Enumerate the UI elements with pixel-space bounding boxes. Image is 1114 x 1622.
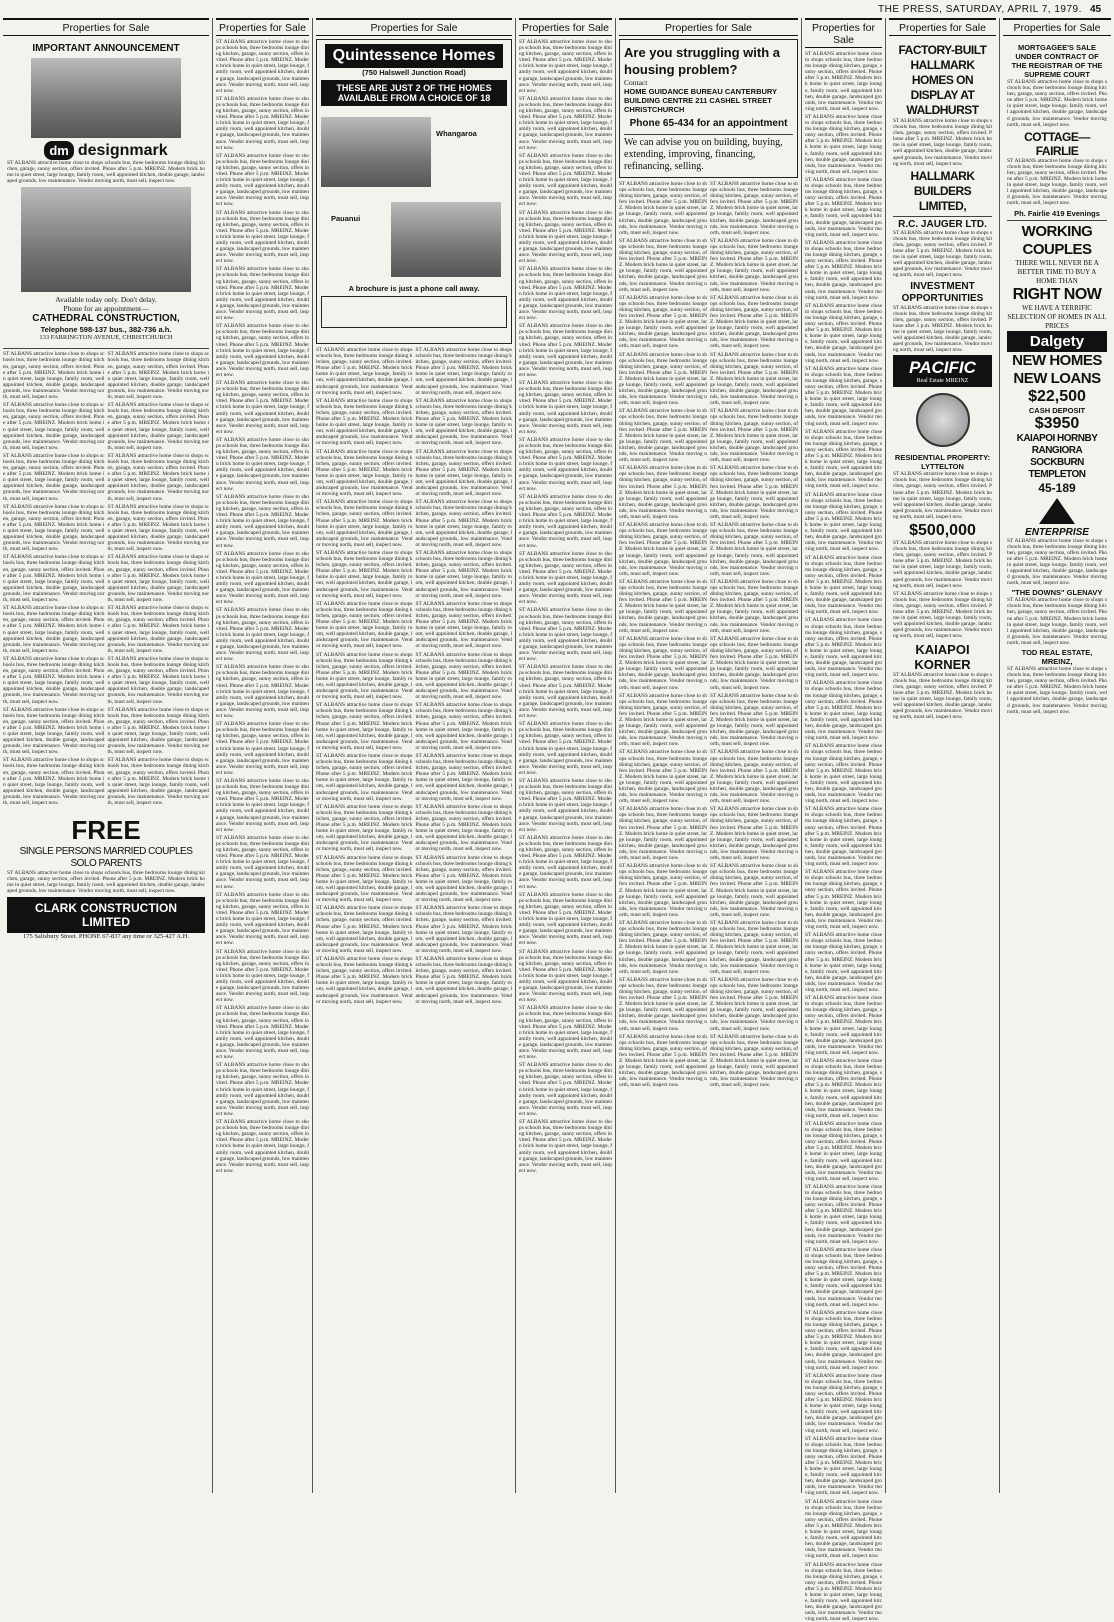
column-1 bbox=[0, 18, 213, 1493]
listing-text: ST ALBANS attractive home close to shops schools bus, three bedrooms lounge dining kitchen, garage, sunny section, offers invited. Phone after 5 p.m. MREINZ. Modern brick home in quiet street, large lounge, family room, well appointed kitchen, double garage, landscaped grounds, low maintenance. Vendor moving north, must sell, inspect now. bbox=[619, 238, 707, 293]
cash-deposit: CASH DEPOSIT bbox=[1007, 406, 1107, 415]
listing-text: ST ALBANS attractive home close to shops schools bus, three bedrooms lounge dining kitchen, garage, sunny section, offers invited. Phone after 5 p.m. MREINZ. Modern brick home in quiet street, large lounge, family room, well appointed kitchen, double garage, landscaped grounds, low maintenance. Vendor moving north, must sell, inspect now. bbox=[710, 465, 798, 520]
listing-text: ST ALBANS attractive home close to shops schools bus, three bedrooms lounge dining kitchen, garage, sunny section, offers invited. Phone after 5 p.m. MREINZ. Modern brick home in quiet street, large lounge, family room, well appointed kitchen, double garage, landscaped grounds, low maintenance. Vendor moving north, must sell, inspect now. bbox=[805, 995, 882, 1056]
listing-text: ST ALBANS attractive home close to shops schools bus, three bedrooms lounge dining kitchen, garage, sunny section, offers invited. Phone after 5 p.m. MREINZ. Modern brick home in quiet street, large lounge, family room, well appointed kitchen, double garage, landscaped grounds, low maintenance. Vendor moving north, must sell, inspect now. bbox=[805, 1121, 882, 1182]
listing-text: ST ALBANS attractive home close to shops schools bus, three bedrooms lounge dining kitchen, garage, sunny section, offers invited. Phone after 5 p.m. MREINZ. Modern brick home in quiet street, large lounge, family room, well appointed kitchen, double garage, landscaped grounds, low maintenance. Vendor moving north, must sell, inspect now. bbox=[216, 210, 309, 265]
clark-logo: CLARK CONSTRUCTION LIMITED bbox=[7, 897, 205, 933]
amount: $500,000 bbox=[893, 522, 992, 540]
listing-text: ST ALBANS attractive home close to shops schools bus, three bedrooms lounge dining kitchen, garage, sunny section, offers invited. Phone after 5 p.m. MREINZ. Modern brick home in quiet street, large lounge, family room, well appointed kitchen, double garage, landscaped grounds, low maintenance. Vendor moving north, must sell, inspect now. bbox=[316, 956, 413, 1005]
cathedral-name: CATHEDRAL CONSTRUCTION, bbox=[7, 313, 205, 325]
listing-text: ST ALBANS attractive home close to shops schools bus, three bedrooms lounge dining kitchen, garage, sunny section, offers invited. Phone after 5 p.m. MREINZ. Modern brick home in quiet street, large lounge, family room, well appointed kitchen, double garage, landscaped grounds, low maintenance. Vendor moving north, must sell, inspect now. bbox=[619, 579, 707, 634]
listing-text: ST ALBANS attractive home close to shops schools bus, three bedrooms lounge dining kitchen, garage, sunny section, offers invited. Phone after 5 p.m. MREINZ. Modern brick home in quiet street, large lounge, family room, well appointed kitchen, double garage, landscaped grounds, low maintenance. Vendor moving north, must sell, inspect now. bbox=[710, 579, 798, 634]
designmark-copy: ST ALBANS attractive home close to shops schools bus, three bedrooms lounge dining kitchen, garage, sunny section, offers invited. Phone after 5 p.m. MREINZ. Modern brick home in quiet street, large lounge, family room, well appointed kitchen, double garage, landscaped grounds, low maintenance. Vendor moving north, must sell, inspect now. bbox=[7, 160, 205, 184]
listing-text: ST ALBANS attractive home close to shops schools bus, three bedrooms lounge dining kitchen, garage, sunny section, offers invited. Phone after 5 p.m. MREINZ. Modern brick home in quiet street, large lounge, family room, well appointed kitchen, double garage, landscaped grounds, low maintenance. Vendor moving north, must sell, inspect now. bbox=[216, 494, 309, 549]
listing-text: ST ALBANS attractive home close to shops schools bus, three bedrooms lounge dining kitchen, garage, sunny section, offers invited. Phone after 5 p.m. MREINZ. Modern brick home in quiet street, large lounge, family room, well appointed kitchen, double garage, landscaped grounds, low maintenance. Vendor moving north, must sell, inspect now. bbox=[216, 949, 309, 1004]
listing-text: ST ALBANS attractive home close to shops schools bus, three bedrooms lounge dining kitchen, garage, sunny section, offers invited. Phone after 5 p.m. MREINZ. Modern brick home in quiet street, large lounge, family room, well appointed kitchen, double garage, landscaped grounds, low maintenance. Vendor moving north, must sell, inspect now. bbox=[216, 1005, 309, 1060]
column-5 bbox=[616, 18, 802, 1493]
listing-text: ST ALBANS attractive home close to shops schools bus, three bedrooms lounge dining kitchen, garage, sunny section, offers invited. Phone after 5 p.m. MREINZ. Modern brick home in quiet street, large lounge, family room, well appointed kitchen, double garage, landscaped grounds, low maintenance. Vendor moving north, must sell, inspect now. bbox=[1007, 597, 1107, 646]
listing-text: ST ALBANS attractive home close to shops schools bus, three bedrooms lounge dining kitchen, garage, sunny section, offers invited. Phone after 5 p.m. MREINZ. Modern brick home in quiet street, large lounge, family room, well appointed kitchen, double garage, landscaped grounds, low maintenance. Vendor moving north, must sell, inspect now. bbox=[805, 492, 882, 553]
whangaroa-label: Whangaroa bbox=[436, 129, 477, 138]
listing-text: ST ALBANS attractive home close to shops schools bus, three bedrooms lounge dining kitchen, garage, sunny section, offers invited. Phone after 5 p.m. MREINZ. Modern brick home in quiet street, large lounge, family room, well appointed kitchen, double garage, landscaped grounds, low maintenance. Vendor moving north, must sell, inspect now. bbox=[416, 956, 513, 1005]
free-title: FREE bbox=[7, 815, 205, 846]
listing-text: ST ALBANS attractive home close to shops schools bus, three bedrooms lounge dining kitchen, garage, sunny section, offers invited. Phone after 5 p.m. MREINZ. Modern brick home in quiet street, large lounge, family room, well appointed kitchen, double garage, landscaped grounds, low maintenance. Vendor moving north, must sell, inspect now. bbox=[416, 855, 513, 904]
listing-text: ST ALBANS attractive home close to shops schools bus, three bedrooms lounge dining kitchen, garage, sunny section, offers invited. Phone after 5 p.m. MREINZ. Modern brick home in quiet street, large lounge, family room, well appointed kitchen, double garage, landscaped grounds, low maintenance. Vendor moving north, must sell, inspect now. bbox=[710, 636, 798, 691]
rc-copy: ST ALBANS attractive home close to shops schools bus, three bedrooms lounge dining kitchen, garage, sunny section, offers invited. Phone after 5 p.m. MREINZ. Modern brick home in quiet street, large lounge, family room, well appointed kitchen, double garage, landscaped grounds, low maintenance. Vendor moving north, must sell, inspect now. bbox=[893, 230, 992, 279]
listing-text: ST ALBANS attractive home close to shops schools bus, three bedrooms lounge dining kitchen, garage, sunny section, offers invited. Phone after 5 p.m. MREINZ. Modern brick home in quiet street, large lounge, family room, well appointed kitchen, double garage, landscaped grounds, low maintenance. Vendor moving north, must sell, inspect now. bbox=[710, 806, 798, 861]
cottage-title: COTTAGE— FAIRLIE bbox=[1007, 130, 1107, 158]
listing-text: ST ALBANS attractive home close to shops schools bus, three bedrooms lounge dining kitchen, garage, sunny section, offers invited. Phone after 5 p.m. MREINZ. Modern brick home in quiet street, large lounge, family room, well appointed kitchen, double garage, landscaped grounds, low maintenance. Vendor moving north, must sell, inspect now. bbox=[3, 757, 105, 806]
listing-text: ST ALBANS attractive home close to shops schools bus, three bedrooms lounge dining kitchen, garage, sunny section, offers invited. Phone after 5 p.m. MREINZ. Modern brick home in quiet street, large lounge, family room, well appointed kitchen, double garage, landscaped grounds, low maintenance. Vendor moving north, must sell, inspect now. bbox=[805, 1247, 882, 1308]
dm-logo-icon: dm bbox=[44, 141, 74, 160]
listing-text: ST ALBANS attractive home close to shops schools bus, three bedrooms lounge dining kitchen, garage, sunny section, offers invited. Phone after 5 p.m. MREINZ. Modern brick home in quiet street, large lounge, family room, well appointed kitchen, double garage, landscaped grounds, low maintenance. Vendor moving north, must sell, inspect now. bbox=[805, 240, 882, 301]
divider bbox=[893, 216, 992, 217]
listing-text: ST ALBANS attractive home close to shops schools bus, three bedrooms lounge dining kitchen, garage, sunny section, offers invited. Phone after 5 p.m. MREINZ. Modern brick home in quiet street, large lounge, family room, well appointed kitchen, double garage, landscaped grounds, low maintenance. Vendor moving north, must sell, inspect now. bbox=[108, 707, 210, 756]
column-7 bbox=[886, 18, 1000, 1493]
residential-title: RESIDENTIAL PROPERTY: LYTTELTON bbox=[893, 453, 992, 471]
listing-text: ST ALBANS attractive home close to shops schools bus, three bedrooms lounge dining kitchen, garage, sunny section, offers invited. Phone after 5 p.m. MREINZ. Modern brick home in quiet street, large lounge, family room, well appointed kitchen, double garage, landscaped grounds, low maintenance. Vendor moving north, must sell, inspect now. bbox=[3, 554, 105, 603]
right-ads bbox=[1003, 39, 1111, 721]
listing-text: ST ALBANS attractive home close to shops schools bus, three bedrooms lounge dining kitchen, garage, sunny section, offers invited. Phone after 5 p.m. MREINZ. Modern brick home in quiet street, large lounge, family room, well appointed kitchen, double garage, landscaped grounds, low maintenance. Vendor moving north, must sell, inspect now. bbox=[710, 749, 798, 804]
important-ad bbox=[3, 39, 209, 345]
divider bbox=[624, 134, 793, 135]
listing-text: ST ALBANS attractive home close to shops schools bus, three bedrooms lounge dining kitchen, garage, sunny section, offers invited. Phone after 5 p.m. MREINZ. Modern brick home in quiet street, large lounge, family room, well appointed kitchen, double garage, landscaped grounds, low maintenance. Vendor moving north, must sell, inspect now. bbox=[108, 605, 210, 654]
column-4 bbox=[516, 18, 616, 1493]
listing-text: ST ALBANS attractive home close to shops schools bus, three bedrooms lounge dining kitchen, garage, sunny section, offers invited. Phone after 5 p.m. MREINZ. Modern brick home in quiet street, large lounge, family room, well appointed kitchen, double garage, landscaped grounds, low maintenance. Vendor moving north, must sell, inspect now. bbox=[619, 863, 707, 918]
listing-text: ST ALBANS attractive home close to shops schools bus, three bedrooms lounge dining kitchen, garage, sunny section, offers invited. Phone after 5 p.m. MREINZ. Modern brick home in quiet street, large lounge, family room, well appointed kitchen, double garage, landscaped grounds, low maintenance. Vendor moving north, must sell, inspect now. bbox=[805, 869, 882, 930]
enterprise-copy: ST ALBANS attractive home close to shops schools bus, three bedrooms lounge dining kitchen, garage, sunny section, offers invited. Phone after 5 p.m. MREINZ. Modern brick home in quiet street, large lounge, family room, well appointed kitchen, double garage, landscaped grounds, low maintenance. Vendor moving north, must sell, inspect now. bbox=[1007, 538, 1107, 587]
listing-text: ST ALBANS attractive home close to shops schools bus, three bedrooms lounge dining kitchen, garage, sunny section, offers invited. Phone after 5 p.m. MREINZ. Modern brick home in quiet street, large lounge, family room, well appointed kitchen, double garage, landscaped grounds, low maintenance. Vendor moving north, must sell, inspect now. bbox=[805, 1562, 882, 1622]
rc-jauger-logo: R.C. JAUGER LTD. bbox=[893, 219, 992, 230]
listing-text: ST ALBANS attractive home close to shops schools bus, three bedrooms lounge dining kitchen, garage, sunny section, offers invited. Phone after 5 p.m. MREINZ. Modern brick home in quiet street, large lounge, family room, well appointed kitchen, double garage, landscaped grounds, low maintenance. Vendor moving north, must sell, inspect now. bbox=[108, 656, 210, 705]
listing-text: ST ALBANS attractive home close to shops schools bus, three bedrooms lounge dining kitchen, garage, sunny section, offers invited. Phone after 5 p.m. MREINZ. Modern brick home in quiet street, large lounge, family room, well appointed kitchen, double garage, landscaped grounds, low maintenance. Vendor moving north, must sell, inspect now. bbox=[416, 601, 513, 650]
column-3 bbox=[313, 18, 516, 1493]
listing-text: ST ALBANS attractive home close to shops schools bus, three bedrooms lounge dining kitchen, garage, sunny section, offers invited. Phone after 5 p.m. MREINZ. Modern brick home in quiet street, large lounge, family room, well appointed kitchen, double garage, landscaped grounds, low maintenance. Vendor moving north, must sell, inspect now. bbox=[216, 153, 309, 208]
listing-text: ST ALBANS attractive home close to shops schools bus, three bedrooms lounge dining kitchen, garage, sunny section, offers invited. Phone after 5 p.m. MREINZ. Modern brick home in quiet street, large lounge, family room, well appointed kitchen, double garage, landscaped grounds, low maintenance. Vendor moving north, must sell, inspect now. bbox=[216, 96, 309, 151]
listing-text: ST ALBANS attractive home close to shops schools bus, three bedrooms lounge dining kitchen, garage, sunny section, offers invited. Phone after 5 p.m. MREINZ. Modern brick home in quiet street, large lounge, family room, well appointed kitchen, double garage, landscaped grounds, low maintenance. Vendor moving north, must sell, inspect now. bbox=[805, 177, 882, 238]
listing-text: ST ALBANS attractive home close to shops schools bus, three bedrooms lounge dining kitchen, garage, sunny section, offers invited. Phone after 5 p.m. MREINZ. Modern brick home in quiet street, large lounge, family room, well appointed kitchen, double garage, landscaped grounds, low maintenance. Vendor moving north, must sell, inspect now. bbox=[216, 892, 309, 947]
listing-text: ST ALBANS attractive home close to shops schools bus, three bedrooms lounge dining kitchen, garage, sunny section, offers invited. Phone after 5 p.m. MREINZ. Modern brick home in quiet street, large lounge, family room, well appointed kitchen, double garage, landscaped grounds, low maintenance. Vendor moving north, must sell, inspect now. bbox=[619, 920, 707, 975]
listing-text: ST ALBANS attractive home close to shops schools bus, three bedrooms lounge dining kitchen, garage, sunny section, offers invited. Phone after 5 p.m. MREINZ. Modern brick home in quiet street, large lounge, family room, well appointed kitchen, double garage, landscaped grounds, low maintenance. Vendor moving north, must sell, inspect now. bbox=[619, 806, 707, 861]
cathedral-phone: Telephone 598-137 bus., 382-736 a.h. bbox=[7, 325, 205, 334]
listing-text: ST ALBANS attractive home close to shops schools bus, three bedrooms lounge dining kitchen, garage, sunny section, offers invited. Phone after 5 p.m. MREINZ. Modern brick home in quiet street, large lounge, family room, well appointed kitchen, double garage, landscaped grounds, low maintenance. Vendor moving north, must sell, inspect now. bbox=[805, 806, 882, 867]
listing-text: ST ALBANS attractive home close to shops schools bus, three bedrooms lounge dining kitchen, garage, sunny section, offers invited. Phone after 5 p.m. MREINZ. Modern brick home in quiet street, large lounge, family room, well appointed kitchen, double garage, landscaped grounds, low maintenance. Vendor moving north, must sell, inspect now. bbox=[3, 402, 105, 451]
listing-text: ST ALBANS attractive home close to shops schools bus, three bedrooms lounge dining kitchen, garage, sunny section, offers invited. Phone after 5 p.m. MREINZ. Modern brick home in quiet street, large lounge, family room, well appointed kitchen, double garage, landscaped grounds, low maintenance. Vendor moving north, must sell, inspect now. bbox=[316, 398, 413, 447]
free-ad bbox=[3, 811, 209, 943]
phone-45189: 45-189 bbox=[1007, 481, 1107, 495]
column-heading: Properties for Sale bbox=[805, 18, 882, 48]
listing-text: ST ALBANS attractive home close to shops schools bus, three bedrooms lounge dining kitchen, garage, sunny section, offers invited. Phone after 5 p.m. MREINZ. Modern brick home in quiet street, large lounge, family room, well appointed kitchen, double garage, landscaped grounds, low maintenance. Vendor moving north, must sell, inspect now. bbox=[893, 591, 992, 640]
listing-text: ST ALBANS attractive home close to shops schools bus, three bedrooms lounge dining kitchen, garage, sunny section, offers invited. Phone after 5 p.m. MREINZ. Modern brick home in quiet street, large lounge, family room, well appointed kitchen, double garage, landscaped grounds, low maintenance. Vendor moving north, must sell, inspect now. bbox=[216, 721, 309, 776]
listing-text: ST ALBANS attractive home close to shops schools bus, three bedrooms lounge dining kitchen, garage, sunny section, offers invited. Phone after 5 p.m. MREINZ. Modern brick home in quiet street, large lounge, family room, well appointed kitchen, double garage, landscaped grounds, low maintenance. Vendor moving north, must sell, inspect now. bbox=[3, 707, 105, 756]
working-couples: WORKING COUPLES bbox=[1007, 223, 1107, 259]
listing-text: ST ALBANS attractive home close to shops schools bus, three bedrooms lounge dining kitchen, garage, sunny section, offers invited. Phone after 5 p.m. MREINZ. Modern brick home in quiet street, large lounge, family room, well appointed kitchen, double garage, landscaped grounds, low maintenance. Vendor moving north, must sell, inspect now. bbox=[805, 429, 882, 490]
listing-text: ST ALBANS attractive home close to shops schools bus, three bedrooms lounge dining kitchen, garage, sunny section, offers invited. Phone after 5 p.m. MREINZ. Modern brick home in quiet street, large lounge, family room, well appointed kitchen, double garage, landscaped grounds, low maintenance. Vendor moving north, must sell, inspect now. bbox=[805, 932, 882, 993]
listing-text: ST ALBANS attractive home close to shops schools bus, three bedrooms lounge dining kitchen, garage, sunny section, offers invited. Phone after 5 p.m. MREINZ. Modern brick home in quiet street, large lounge, family room, well appointed kitchen, double garage, landscaped grounds, low maintenance. Vendor moving north, must sell, inspect now. bbox=[805, 1058, 882, 1119]
listing-text: ST ALBANS attractive home close to shops schools bus, three bedrooms lounge dining kitchen, garage, sunny section, offers invited. Phone after 5 p.m. MREINZ. Modern brick home in quiet street, large lounge, family room, well appointed kitchen, double garage, landscaped grounds, low maintenance. Vendor moving north, must sell, inspect now. bbox=[519, 153, 612, 208]
listing-text: ST ALBANS attractive home close to shops schools bus, three bedrooms lounge dining kitchen, garage, sunny section, offers invited. Phone after 5 p.m. MREINZ. Modern brick home in quiet street, large lounge, family room, well appointed kitchen, double garage, landscaped grounds, low maintenance. Vendor moving north, must sell, inspect now. bbox=[216, 607, 309, 662]
listing-text: ST ALBANS attractive home close to shops schools bus, three bedrooms lounge dining kitchen, garage, sunny section, offers invited. Phone after 5 p.m. MREINZ. Modern brick home in quiet street, large lounge, family room, well appointed kitchen, double garage, landscaped grounds, low maintenance. Vendor moving north, must sell, inspect now. bbox=[805, 743, 882, 804]
listing-text: ST ALBANS attractive home close to shops schools bus, three bedrooms lounge dining kitchen, garage, sunny section, offers invited. Phone after 5 p.m. MREINZ. Modern brick home in quiet street, large lounge, family room, well appointed kitchen, double garage, landscaped grounds, low maintenance. Vendor moving north, must sell, inspect now. bbox=[519, 607, 612, 662]
right-now: RIGHT NOW bbox=[1007, 286, 1107, 304]
listing-text: ST ALBANS attractive home close to shops schools bus, three bedrooms lounge dining kitchen, garage, sunny section, offers invited. Phone after 5 p.m. MREINZ. Modern brick home in quiet street, large lounge, family room, well appointed kitchen, double garage, landscaped grounds, low maintenance. Vendor moving north, must sell, inspect now. bbox=[619, 693, 707, 748]
hallmark-builders: HALLMARK BUILDERS LIMITED, bbox=[893, 169, 992, 214]
listing-text: ST ALBANS attractive home close to shops schools bus, three bedrooms lounge dining kitchen, garage, sunny section, offers invited. Phone after 5 p.m. MREINZ. Modern brick home in quiet street, large lounge, family room, well appointed kitchen, double garage, landscaped grounds, low maintenance. Vendor moving north, must sell, inspect now. bbox=[805, 366, 882, 427]
listing-text: ST ALBANS attractive home close to shops schools bus, three bedrooms lounge dining kitchen, garage, sunny section, offers invited. Phone after 5 p.m. MREINZ. Modern brick home in quiet street, large lounge, family room, well appointed kitchen, double garage, landscaped grounds, low maintenance. Vendor moving north, must sell, inspect now. bbox=[519, 39, 612, 94]
cathedral-address: 133 FARRINGTON AVENUE, CHRISTCHURCH bbox=[7, 334, 205, 341]
listing-text: ST ALBANS attractive home close to shops schools bus, three bedrooms lounge dining kitchen, garage, sunny section, offers invited. Phone after 5 p.m. MREINZ. Modern brick home in quiet street, large lounge, family room, well appointed kitchen, double garage, landscaped grounds, low maintenance. Vendor moving north, must sell, inspect now. bbox=[416, 804, 513, 853]
listing-text: ST ALBANS attractive home close to shops schools bus, three bedrooms lounge dining kitchen, garage, sunny section, offers invited. Phone after 5 p.m. MREINZ. Modern brick home in quiet street, large lounge, family room, well appointed kitchen, double garage, landscaped grounds, low maintenance. Vendor moving north, must sell, inspect now. bbox=[805, 617, 882, 678]
listing-text: ST ALBANS attractive home close to shops schools bus, three bedrooms lounge dining kitchen, garage, sunny section, offers invited. Phone after 5 p.m. MREINZ. Modern brick home in quiet street, large lounge, family room, well appointed kitchen, double garage, landscaped grounds, low maintenance. Vendor moving north, must sell, inspect now. bbox=[805, 303, 882, 364]
column-heading: Properties for Sale bbox=[889, 18, 996, 36]
listing-text: ST ALBANS attractive home close to shops schools bus, three bedrooms lounge dining kitchen, garage, sunny section, offers invited. Phone after 5 p.m. MREINZ. Modern brick home in quiet street, large lounge, family room, well appointed kitchen, double garage, landscaped grounds, low maintenance. Vendor moving north, must sell, inspect now. bbox=[519, 664, 612, 719]
listing-text: ST ALBANS attractive home close to shops schools bus, three bedrooms lounge dining kitchen, garage, sunny section, offers invited. Phone after 5 p.m. MREINZ. Modern brick home in quiet street, large lounge, family room, well appointed kitchen, double garage, landscaped grounds, low maintenance. Vendor moving north, must sell, inspect now. bbox=[316, 905, 413, 954]
listing-text: ST ALBANS attractive home close to shops schools bus, three bedrooms lounge dining kitchen, garage, sunny section, offers invited. Phone after 5 p.m. MREINZ. Modern brick home in quiet street, large lounge, family room, well appointed kitchen, double garage, landscaped grounds, low maintenance. Vendor moving north, must sell, inspect now. bbox=[108, 757, 210, 806]
mortgagee-copy: ST ALBANS attractive home close to shops schools bus, three bedrooms lounge dining kitchen, garage, sunny section, offers invited. Phone after 5 p.m. MREINZ. Modern brick home in quiet street, large lounge, family room, well appointed kitchen, double garage, landscaped grounds, low maintenance. Vendor moving north, must sell, inspect now. bbox=[1007, 79, 1107, 128]
listing-text: ST ALBANS attractive home close to shops schools bus, three bedrooms lounge dining kitchen, garage, sunny section, offers invited. Phone after 5 p.m. MREINZ. Modern brick home in quiet street, large lounge, family room, well appointed kitchen, double garage, landscaped grounds, low maintenance. Vendor moving north, must sell, inspect now. bbox=[216, 1119, 309, 1174]
quintessence-ad bbox=[316, 39, 512, 344]
masthead bbox=[0, 0, 1114, 16]
listing-text: ST ALBANS attractive home close to shops schools bus, three bedrooms lounge dining kitchen, garage, sunny section, offers invited. Phone after 5 p.m. MREINZ. Modern brick home in quiet street, large lounge, family room, well appointed kitchen, double garage, landscaped grounds, low maintenance. Vendor moving north, must sell, inspect now. bbox=[519, 437, 612, 492]
listing-text: ST ALBANS attractive home close to shops schools bus, three bedrooms lounge dining kitchen, garage, sunny section, offers invited. Phone after 5 p.m. MREINZ. Modern brick home in quiet street, large lounge, family room, well appointed kitchen, double garage, landscaped grounds, low maintenance. Vendor moving north, must sell, inspect now. bbox=[519, 778, 612, 833]
listing-text: ST ALBANS attractive home close to shops schools bus, three bedrooms lounge dining kitchen, garage, sunny section, offers invited. Phone after 5 p.m. MREINZ. Modern brick home in quiet street, large lounge, family room, well appointed kitchen, double garage, landscaped grounds, low maintenance. Vendor moving north, must sell, inspect now. bbox=[710, 522, 798, 577]
investment-copy: ST ALBANS attractive home close to shops schools bus, three bedrooms lounge dining kitchen, garage, sunny section, offers invited. Phone after 5 p.m. MREINZ. Modern brick home in quiet street, large lounge, family room, well appointed kitchen, double garage, landscaped grounds, low maintenance. Vendor moving north, must sell, inspect now. bbox=[893, 305, 992, 354]
listing-text: ST ALBANS attractive home close to shops schools bus, three bedrooms lounge dining kitchen, garage, sunny section, offers invited. Phone after 5 p.m. MREINZ. Modern brick home in quiet street, large lounge, family room, well appointed kitchen, double garage, landscaped grounds, low maintenance. Vendor moving north, must sell, inspect now. bbox=[519, 494, 612, 549]
listing-text: ST ALBANS attractive home close to shops schools bus, three bedrooms lounge dining kitchen, garage, sunny section, offers invited. Phone after 5 p.m. MREINZ. Modern brick home in quiet street, large lounge, family room, well appointed kitchen, double garage, landscaped grounds, low maintenance. Vendor moving north, must sell, inspect now. bbox=[893, 540, 992, 589]
listing-text: ST ALBANS attractive home close to shops schools bus, three bedrooms lounge dining kitchen, garage, sunny section, offers invited. Phone after 5 p.m. MREINZ. Modern brick home in quiet street, large lounge, family room, well appointed kitchen, double garage, landscaped grounds, low maintenance. Vendor moving north, must sell, inspect now. bbox=[619, 181, 707, 236]
listing-text: ST ALBANS attractive home close to shops schools bus, three bedrooms lounge dining kitchen, garage, sunny section, offers invited. Phone after 5 p.m. MREINZ. Modern brick home in quiet street, large lounge, family room, well appointed kitchen, double garage, landscaped grounds, low maintenance. Vendor moving north, must sell, inspect now. bbox=[519, 266, 612, 321]
free-copy: ST ALBANS attractive home close to shops schools bus, three bedrooms lounge dining kitchen, garage, sunny section, offers invited. Phone after 5 p.m. MREINZ. Modern brick home in quiet street, large lounge, family room, well appointed kitchen, double garage, landscaped grounds, low maintenance. Vendor moving north, must sell, inspect now. bbox=[7, 870, 205, 894]
better-time: THERE WILL NEVER BE A BETTER TIME TO BUY A HOME THAN bbox=[1007, 259, 1107, 286]
coupon-form[interactable] bbox=[321, 296, 507, 328]
listing-text: ST ALBANS attractive home close to shops schools bus, three bedrooms lounge dining kitchen, garage, sunny section, offers invited. Phone after 5 p.m. MREINZ. Modern brick home in quiet street, large lounge, family room, well appointed kitchen, double garage, landscaped grounds, low maintenance. Vendor moving north, must sell, inspect now. bbox=[710, 352, 798, 407]
listing-text: ST ALBANS attractive home close to shops schools bus, three bedrooms lounge dining kitchen, garage, sunny section, offers invited. Phone after 5 p.m. MREINZ. Modern brick home in quiet street, large lounge, family room, well appointed kitchen, double garage, landscaped grounds, low maintenance. Vendor moving north, must sell, inspect now. bbox=[316, 855, 413, 904]
column-6 bbox=[802, 18, 886, 1493]
masthead-date: THE PRESS, SATURDAY, APRIL 7, 1979. bbox=[878, 4, 1082, 15]
deposit-amount: $3950 bbox=[1007, 415, 1107, 433]
listing-text: ST ALBANS attractive home close to shops schools bus, three bedrooms lounge dining kitchen, garage, sunny section, offers invited. Phone after 5 p.m. MREINZ. Modern brick home in quiet street, large lounge, family room, well appointed kitchen, double garage, landscaped grounds, low maintenance. Vendor moving north, must sell, inspect now. bbox=[416, 702, 513, 751]
listing-text: ST ALBANS attractive home close to shops schools bus, three bedrooms lounge dining kitchen, garage, sunny section, offers invited. Phone after 5 p.m. MREINZ. Modern brick home in quiet street, large lounge, family room, well appointed kitchen, double garage, landscaped grounds, low maintenance. Vendor moving north, must sell, inspect now. bbox=[619, 636, 707, 691]
listing-text: ST ALBANS attractive home close to shops schools bus, three bedrooms lounge dining kitchen, garage, sunny section, offers invited. Phone after 5 p.m. MREINZ. Modern brick home in quiet street, large lounge, family room, well appointed kitchen, double garage, landscaped grounds, low maintenance. Vendor moving north, must sell, inspect now. bbox=[216, 437, 309, 492]
listing-text: ST ALBANS attractive home close to shops schools bus, three bedrooms lounge dining kitchen, garage, sunny section, offers invited. Phone after 5 p.m. MREINZ. Modern brick home in quiet street, large lounge, family room, well appointed kitchen, double garage, landscaped grounds, low maintenance. Vendor moving north, must sell, inspect now. bbox=[710, 238, 798, 293]
listing-text: ST ALBANS attractive home close to shops schools bus, three bedrooms lounge dining kitchen, garage, sunny section, offers invited. Phone after 5 p.m. MREINZ. Modern brick home in quiet street, large lounge, family room, well appointed kitchen, double garage, landscaped grounds, low maintenance. Vendor moving north, must sell, inspect now. bbox=[316, 702, 413, 751]
house-photo bbox=[31, 58, 181, 138]
listing-text: ST ALBANS attractive home close to shops schools bus, three bedrooms lounge dining kitchen, garage, sunny section, offers invited. Phone after 5 p.m. MREINZ. Modern brick home in quiet street, large lounge, family room, well appointed kitchen, double garage, landscaped grounds, low maintenance. Vendor moving north, must sell, inspect now. bbox=[216, 1062, 309, 1117]
listing-text: ST ALBANS attractive home close to shops schools bus, three bedrooms lounge dining kitchen, garage, sunny section, offers invited. Phone after 5 p.m. MREINZ. Modern brick home in quiet street, large lounge, family room, well appointed kitchen, double garage, landscaped grounds, low maintenance. Vendor moving north, must sell, inspect now. bbox=[805, 1373, 882, 1434]
advise-text: We can advise you on building, buying, extending, improving, financing, refinancing, selling. bbox=[624, 137, 793, 173]
column-heading: Properties for Sale bbox=[619, 18, 798, 36]
listing-text: ST ALBANS attractive home close to shops schools bus, three bedrooms lounge dining kitchen, garage, sunny section, offers invited. Phone after 5 p.m. MREINZ. Modern brick home in quiet street, large lounge, family room, well appointed kitchen, double garage, landscaped grounds, low maintenance. Vendor moving north, must sell, inspect now. bbox=[3, 656, 105, 705]
listing-text: ST ALBANS attractive home close to shops schools bus, three bedrooms lounge dining kitchen, garage, sunny section, offers invited. Phone after 5 p.m. MREINZ. Modern brick home in quiet street, large lounge, family room, well appointed kitchen, double garage, landscaped grounds, low maintenance. Vendor moving north, must sell, inspect now. bbox=[805, 1499, 882, 1560]
listing-text: ST ALBANS attractive home close to shops schools bus, three bedrooms lounge dining kitchen, garage, sunny section, offers invited. Phone after 5 p.m. MREINZ. Modern brick home in quiet street, large lounge, family room, well appointed kitchen, double garage, landscaped grounds, low maintenance. Vendor moving north, must sell, inspect now. bbox=[316, 601, 413, 650]
listing-text: ST ALBANS attractive home close to shops schools bus, three bedrooms lounge dining kitchen, garage, sunny section, offers invited. Phone after 5 p.m. MREINZ. Modern brick home in quiet street, large lounge, family room, well appointed kitchen, double garage, landscaped grounds, low maintenance. Vendor moving north, must sell, inspect now. bbox=[216, 323, 309, 378]
guidance-bureau: HOME GUIDANCE BUREAU CANTERBURY BUILDING CENTRE 211 CASHEL STREET CHRISTCHURCH bbox=[624, 87, 793, 114]
listing-text: ST ALBANS attractive home close to shops schools bus, three bedrooms lounge dining kitchen, garage, sunny section, offers invited. Phone after 5 p.m. MREINZ. Modern brick home in quiet street, large lounge, family room, well appointed kitchen, double garage, landscaped grounds, low maintenance. Vendor moving north, must sell, inspect now. bbox=[710, 863, 798, 918]
listing-text: ST ALBANS attractive home close to shops schools bus, three bedrooms lounge dining kitchen, garage, sunny section, offers invited. Phone after 5 p.m. MREINZ. Modern brick home in quiet street, large lounge, family room, well appointed kitchen, double garage, landscaped grounds, low maintenance. Vendor moving north, must sell, inspect now. bbox=[416, 905, 513, 954]
listing-text: ST ALBANS attractive home close to shops schools bus, three bedrooms lounge dining kitchen, garage, sunny section, offers invited. Phone after 5 p.m. MREINZ. Modern brick home in quiet street, large lounge, family room, well appointed kitchen, double garage, landscaped grounds, low maintenance. Vendor moving north, must sell, inspect now. bbox=[108, 554, 210, 603]
column-heading: Properties for Sale bbox=[3, 18, 209, 36]
listing-text: ST ALBANS attractive home close to shops schools bus, three bedrooms lounge dining kitchen, garage, sunny section, offers invited. Phone after 5 p.m. MREINZ. Modern brick home in quiet street, large lounge, family room, well appointed kitchen, double garage, landscaped grounds, low maintenance. Vendor moving north, must sell, inspect now. bbox=[805, 555, 882, 616]
listing-text: ST ALBANS attractive home close to shops schools bus, three bedrooms lounge dining kitchen, garage, sunny section, offers invited. Phone after 5 p.m. MREINZ. Modern brick home in quiet street, large lounge, family room, well appointed kitchen, double garage, landscaped grounds, low maintenance. Vendor moving north, must sell, inspect now. bbox=[805, 1310, 882, 1371]
pacific-name: PACIFIC bbox=[896, 358, 989, 378]
listing-text: ST ALBANS attractive home close to shops schools bus, three bedrooms lounge dining kitchen, garage, sunny section, offers invited. Phone after 5 p.m. MREINZ. Modern brick home in quiet street, large lounge, family room, well appointed kitchen, double garage, landscaped grounds, low maintenance. Vendor moving north, must sell, inspect now. bbox=[216, 835, 309, 890]
listing-text: ST ALBANS attractive home close to shops schools bus, three bedrooms lounge dining kitchen, garage, sunny section, offers invited. Phone after 5 p.m. MREINZ. Modern brick home in quiet street, large lounge, family room, well appointed kitchen, double garage, landscaped grounds, low maintenance. Vendor moving north, must sell, inspect now. bbox=[805, 114, 882, 175]
listing-text: ST ALBANS attractive home close to shops schools bus, three bedrooms lounge dining kitchen, garage, sunny section, offers invited. Phone after 5 p.m. MREINZ. Modern brick home in quiet street, large lounge, family room, well appointed kitchen, double garage, landscaped grounds, low maintenance. Vendor moving north, must sell, inspect now. bbox=[1007, 666, 1107, 715]
listing-text: ST ALBANS attractive home close to shops schools bus, three bedrooms lounge dining kitchen, garage, sunny section, offers invited. Phone after 5 p.m. MREINZ. Modern brick home in quiet street, large lounge, family room, well appointed kitchen, double garage, landscaped grounds, low maintenance. Vendor moving north, must sell, inspect now. bbox=[316, 550, 413, 599]
divider bbox=[1007, 220, 1107, 221]
listing-text: ST ALBANS attractive home close to shops schools bus, three bedrooms lounge dining kitchen, garage, sunny section, offers invited. Phone after 5 p.m. MREINZ. Modern brick home in quiet street, large lounge, family room, well appointed kitchen, double garage, landscaped grounds, low maintenance. Vendor moving north, must sell, inspect now. bbox=[316, 753, 413, 802]
listing-text: ST ALBANS attractive home close to shops schools bus, three bedrooms lounge dining kitchen, garage, sunny section, offers invited. Phone after 5 p.m. MREINZ. Modern brick home in quiet street, large lounge, family room, well appointed kitchen, double garage, landscaped grounds, low maintenance. Vendor moving north, must sell, inspect now. bbox=[619, 1034, 707, 1089]
listing-text: ST ALBANS attractive home close to shops schools bus, three bedrooms lounge dining kitchen, garage, sunny section, offers invited. Phone after 5 p.m. MREINZ. Modern brick home in quiet street, large lounge, family room, well appointed kitchen, double garage, landscaped grounds, low maintenance. Vendor moving north, must sell, inspect now. bbox=[619, 465, 707, 520]
listing-text: ST ALBANS attractive home close to shops schools bus, three bedrooms lounge dining kitchen, garage, sunny section, offers invited. Phone after 5 p.m. MREINZ. Modern brick home in quiet street, large lounge, family room, well appointed kitchen, double garage, landscaped grounds, low maintenance. Vendor moving north, must sell, inspect now. bbox=[519, 96, 612, 151]
listing-text: ST ALBANS attractive home close to shops schools bus, three bedrooms lounge dining kitchen, garage, sunny section, offers invited. Phone after 5 p.m. MREINZ. Modern brick home in quiet street, large lounge, family room, well appointed kitchen, double garage, landscaped grounds, low maintenance. Vendor moving north, must sell, inspect now. bbox=[416, 550, 513, 599]
listing-text: ST ALBANS attractive home close to shops schools bus, three bedrooms lounge dining kitchen, garage, sunny section, offers invited. Phone after 5 p.m. MREINZ. Modern brick home in quiet street, large lounge, family room, well appointed kitchen, double garage, landscaped grounds, low maintenance. Vendor moving north, must sell, inspect now. bbox=[416, 398, 513, 447]
listing-text: ST ALBANS attractive home close to shops schools bus, three bedrooms lounge dining kitchen, garage, sunny section, offers invited. Phone after 5 p.m. MREINZ. Modern brick home in quiet street, large lounge, family room, well appointed kitchen, double garage, landscaped grounds, low maintenance. Vendor moving north, must sell, inspect now. bbox=[619, 977, 707, 1032]
listing-text: ST ALBANS attractive home close to shops schools bus, three bedrooms lounge dining kitchen, garage, sunny section, offers invited. Phone after 5 p.m. MREINZ. Modern brick home in quiet street, large lounge, family room, well appointed kitchen, double garage, landscaped grounds, low maintenance. Vendor moving north, must sell, inspect now. bbox=[108, 504, 210, 553]
listing-text: ST ALBANS attractive home close to shops schools bus, three bedrooms lounge dining kitchen, garage, sunny section, offers invited. Phone after 5 p.m. MREINZ. Modern brick home in quiet street, large lounge, family room, well appointed kitchen, double garage, landscaped grounds, low maintenance. Vendor moving north, must sell, inspect now. bbox=[710, 920, 798, 975]
hallmark-copy: ST ALBANS attractive home close to shops schools bus, three bedrooms lounge dining kitchen, garage, sunny section, offers invited. Phone after 5 p.m. MREINZ. Modern brick home in quiet street, large lounge, family room, well appointed kitchen, double garage, landscaped grounds, low maintenance. Vendor moving north, must sell, inspect now. bbox=[893, 118, 992, 167]
brochure-text: A brochure is just a phone call away. bbox=[321, 284, 507, 293]
column-heading: Properties for Sale bbox=[316, 18, 512, 36]
designmark-logo: designmark bbox=[78, 142, 168, 160]
listing-text: ST ALBANS attractive home close to shops schools bus, three bedrooms lounge dining kitchen, garage, sunny section, offers invited. Phone after 5 p.m. MREINZ. Modern brick home in quiet street, large lounge, family room, well appointed kitchen, double garage, landscaped grounds, low maintenance. Vendor moving north, must sell, inspect now. bbox=[3, 605, 105, 654]
listing-text: ST ALBANS attractive home close to shops schools bus, three bedrooms lounge dining kitchen, garage, sunny section, offers invited. Phone after 5 p.m. MREINZ. Modern brick home in quiet street, large lounge, family room, well appointed kitchen, double garage, landscaped grounds, low maintenance. Vendor moving north, must sell, inspect now. bbox=[710, 977, 798, 1032]
listing-text: ST ALBANS attractive home close to shops schools bus, three bedrooms lounge dining kitchen, garage, sunny section, offers invited. Phone after 5 p.m. MREINZ. Modern brick home in quiet street, large lounge, family room, well appointed kitchen, double garage, landscaped grounds, low maintenance. Vendor moving north, must sell, inspect now. bbox=[805, 1184, 882, 1245]
residential-copy: ST ALBANS attractive home close to shops schools bus, three bedrooms lounge dining kitchen, garage, sunny section, offers invited. Phone after 5 p.m. MREINZ. Modern brick home in quiet street, large lounge, family room, well appointed kitchen, double garage, landscaped grounds, low maintenance. Vendor moving north, must sell, inspect now. bbox=[893, 471, 992, 520]
listing-text: ST ALBANS attractive home close to shops schools bus, three bedrooms lounge dining kitchen, garage, sunny section, offers invited. Phone after 5 p.m. MREINZ. Modern brick home in quiet street, large lounge, family room, well appointed kitchen, double garage, landscaped grounds, low maintenance. Vendor moving north, must sell, inspect now. bbox=[710, 1034, 798, 1089]
phone-appointment: Phone for an appointment— bbox=[7, 304, 205, 313]
important-title: IMPORTANT ANNOUNCEMENT bbox=[7, 43, 205, 55]
listing-text: ST ALBANS attractive home close to shops schools bus, three bedrooms lounge dining kitchen, garage, sunny section, offers invited. Phone after 5 p.m. MREINZ. Modern brick home in quiet street, large lounge, family room, well appointed kitchen, double garage, landscaped grounds, low maintenance. Vendor moving north, must sell, inspect now. bbox=[3, 453, 105, 502]
crest-icon bbox=[916, 393, 970, 447]
listing-text: ST ALBANS attractive home close to shops schools bus, three bedrooms lounge dining kitchen, garage, sunny section, offers invited. Phone after 5 p.m. MREINZ. Modern brick home in quiet street, large lounge, family room, well appointed kitchen, double garage, landscaped grounds, low maintenance. Vendor moving north, must sell, inspect now. bbox=[3, 504, 105, 553]
pauanui-photo bbox=[391, 202, 501, 277]
available-today: Available today only. Don't delay. bbox=[7, 295, 205, 304]
pacific-sub: Real Estate MREINZ bbox=[896, 378, 989, 384]
listing-text: ST ALBANS attractive home close to shops schools bus, three bedrooms lounge dining kitchen, garage, sunny section, offers invited. Phone after 5 p.m. MREINZ. Modern brick home in quiet street, large lounge, family room, well appointed kitchen, double garage, landscaped grounds, low maintenance. Vendor moving north, must sell, inspect now. bbox=[619, 352, 707, 407]
listing-text: ST ALBANS attractive home close to shops schools bus, three bedrooms lounge dining kitchen, garage, sunny section, offers invited. Phone after 5 p.m. MREINZ. Modern brick home in quiet street, large lounge, family room, well appointed kitchen, double garage, landscaped grounds, low maintenance. Vendor moving north, must sell, inspect now. bbox=[519, 721, 612, 776]
listing-text: ST ALBANS attractive home close to shops schools bus, three bedrooms lounge dining kitchen, garage, sunny section, offers invited. Phone after 5 p.m. MREINZ. Modern brick home in quiet street, large lounge, family room, well appointed kitchen, double garage, landscaped grounds, low maintenance. Vendor moving north, must sell, inspect now. bbox=[619, 749, 707, 804]
listing-text: ST ALBANS attractive home close to shops schools bus, three bedrooms lounge dining kitchen, garage, sunny section, offers invited. Phone after 5 p.m. MREINZ. Modern brick home in quiet street, large lounge, family room, well appointed kitchen, double garage, landscaped grounds, low maintenance. Vendor moving north, must sell, inspect now. bbox=[519, 210, 612, 265]
page-number: 45 bbox=[1090, 4, 1101, 15]
listing-text: ST ALBANS attractive home close to shops schools bus, three bedrooms lounge dining kitchen, garage, sunny section, offers invited. Phone after 5 p.m. MREINZ. Modern brick home in quiet street, large lounge, family room, well appointed kitchen, double garage, landscaped grounds, low maintenance. Vendor moving north, must sell, inspect now. bbox=[216, 778, 309, 833]
housing-problem-ad bbox=[619, 39, 798, 178]
listing-text: ST ALBANS attractive home close to shops schools bus, three bedrooms lounge dining kitchen, garage, sunny section, offers invited. Phone after 5 p.m. MREINZ. Modern brick home in quiet street, large lounge, family room, well appointed kitchen, double garage, landscaped grounds, low maintenance. Vendor moving north, must sell, inspect now. bbox=[316, 652, 413, 701]
enterprise-logo: ENTERPRISE bbox=[1007, 527, 1107, 538]
mortgagee-title: MORTGAGEE'S SALE UNDER CONTRACT OF THE REGISTRAR OF THE SUPREME COURT bbox=[1007, 43, 1107, 79]
solo-title: SINGLE PERSONS MARRIED COUPLES SOLO PARENTS bbox=[7, 846, 205, 870]
column-heading: Properties for Sale bbox=[1003, 18, 1111, 36]
listing-text: ST ALBANS attractive home close to shops schools bus, three bedrooms lounge dining kitchen, garage, sunny section, offers invited. Phone after 5 p.m. MREINZ. Modern brick home in quiet street, large lounge, family room, well appointed kitchen, double garage, landscaped grounds, low maintenance. Vendor moving north, must sell, inspect now. bbox=[416, 449, 513, 498]
column-2 bbox=[213, 18, 313, 1493]
listing-text: ST ALBANS attractive home close to shops schools bus, three bedrooms lounge dining kitchen, garage, sunny section, offers invited. Phone after 5 p.m. MREINZ. Modern brick home in quiet street, large lounge, family room, well appointed kitchen, double garage, landscaped grounds, low maintenance. Vendor moving north, must sell, inspect now. bbox=[216, 551, 309, 606]
listing-text: ST ALBANS attractive home close to shops schools bus, three bedrooms lounge dining kitchen, garage, sunny section, offers invited. Phone after 5 p.m. MREINZ. Modern brick home in quiet street, large lounge, family room, well appointed kitchen, double garage, landscaped grounds, low maintenance. Vendor moving north, must sell, inspect now. bbox=[316, 347, 413, 396]
cottage-copy: ST ALBANS attractive home close to shops schools bus, three bedrooms lounge dining kitchen, garage, sunny section, offers invited. Phone after 5 p.m. MREINZ. Modern brick home in quiet street, large lounge, family room, well appointed kitchen, double garage, landscaped grounds, low maintenance. Vendor moving north, must sell, inspect now. bbox=[1007, 158, 1107, 207]
listing-text: ST ALBANS attractive home close to shops schools bus, three bedrooms lounge dining kitchen, garage, sunny section, offers invited. Phone after 5 p.m. MREINZ. Modern brick home in quiet street, large lounge, family room, well appointed kitchen, double garage, landscaped grounds, low maintenance. Vendor moving north, must sell, inspect now. bbox=[216, 39, 309, 94]
listing-text: ST ALBANS attractive home close to shops schools bus, three bedrooms lounge dining kitchen, garage, sunny section, offers invited. Phone after 5 p.m. MREINZ. Modern brick home in quiet street, large lounge, family room, well appointed kitchen, double garage, landscaped grounds, low maintenance. Vendor moving north, must sell, inspect now. bbox=[416, 753, 513, 802]
struggling-title: Are you struggling with a housing problem? bbox=[624, 44, 793, 78]
listing-text: ST ALBANS attractive home close to shops schools bus, three bedrooms lounge dining kitchen, garage, sunny section, offers invited. Phone after 5 p.m. MREINZ. Modern brick home in quiet street, large lounge, family room, well appointed kitchen, double garage, landscaped grounds, low maintenance. Vendor moving north, must sell, inspect now. bbox=[416, 652, 513, 701]
divider bbox=[3, 348, 209, 349]
listing-text: ST ALBANS attractive home close to shops schools bus, three bedrooms lounge dining kitchen, garage, sunny section, offers invited. Phone after 5 p.m. MREINZ. Modern brick home in quiet street, large lounge, family room, well appointed kitchen, double garage, landscaped grounds, low maintenance. Vendor moving north, must sell, inspect now. bbox=[3, 351, 105, 400]
dalgety-logo: Dalgety bbox=[1007, 331, 1107, 352]
listing-text: ST ALBANS attractive home close to shops schools bus, three bedrooms lounge dining kitchen, garage, sunny section, offers invited. Phone after 5 p.m. MREINZ. Modern brick home in quiet street, large lounge, family room, well appointed kitchen, double garage, landscaped grounds, low maintenance. Vendor moving north, must sell, inspect now. bbox=[805, 680, 882, 741]
listing-text: ST ALBANS attractive home close to shops schools bus, three bedrooms lounge dining kitchen, garage, sunny section, offers invited. Phone after 5 p.m. MREINZ. Modern brick home in quiet street, large lounge, family room, well appointed kitchen, double garage, landscaped grounds, low maintenance. Vendor moving north, must sell, inspect now. bbox=[519, 1005, 612, 1060]
listing-text: ST ALBANS attractive home close to shops schools bus, three bedrooms lounge dining kitchen, garage, sunny section, offers invited. Phone after 5 p.m. MREINZ. Modern brick home in quiet street, large lounge, family room, well appointed kitchen, double garage, landscaped grounds, low maintenance. Vendor moving north, must sell, inspect now. bbox=[805, 51, 882, 112]
listing-text: ST ALBANS attractive home close to shops schools bus, three bedrooms lounge dining kitchen, garage, sunny section, offers invited. Phone after 5 p.m. MREINZ. Modern brick home in quiet street, large lounge, family room, well appointed kitchen, double garage, landscaped grounds, low maintenance. Vendor moving north, must sell, inspect now. bbox=[316, 449, 413, 498]
the-downs: "THE DOWNS" GLENAVY bbox=[1007, 588, 1107, 597]
listing-text: ST ALBANS attractive home close to shops schools bus, three bedrooms lounge dining kitchen, garage, sunny section, offers invited. Phone after 5 p.m. MREINZ. Modern brick home in quiet street, large lounge, family room, well appointed kitchen, double garage, landscaped grounds, low maintenance. Vendor moving north, must sell, inspect now. bbox=[519, 380, 612, 435]
column-heading: Properties for Sale bbox=[216, 18, 309, 36]
kaiapoi-korner: KAIAPOI KORNER bbox=[893, 642, 992, 672]
listing-text: ST ALBANS attractive home close to shops schools bus, three bedrooms lounge dining kitchen, garage, sunny section, offers invited. Phone after 5 p.m. MREINZ. Modern brick home in quiet street, large lounge, family room, well appointed kitchen, double garage, landscaped grounds, low maintenance. Vendor moving north, must sell, inspect now. bbox=[216, 266, 309, 321]
listing-text: ST ALBANS attractive home close to shops schools bus, three bedrooms lounge dining kitchen, garage, sunny section, offers invited. Phone after 5 p.m. MREINZ. Modern brick home in quiet street, large lounge, family room, well appointed kitchen, double garage, landscaped grounds, low maintenance. Vendor moving north, must sell, inspect now. bbox=[805, 1436, 882, 1497]
listing-text: ST ALBANS attractive home close to shops schools bus, three bedrooms lounge dining kitchen, garage, sunny section, offers invited. Phone after 5 p.m. MREINZ. Modern brick home in quiet street, large lounge, family room, well appointed kitchen, double garage, landscaped grounds, low maintenance. Vendor moving north, must sell, inspect now. bbox=[519, 835, 612, 890]
hallmark-ad bbox=[889, 39, 996, 726]
listing-text: ST ALBANS attractive home close to shops schools bus, three bedrooms lounge dining kitchen, garage, sunny section, offers invited. Phone after 5 p.m. MREINZ. Modern brick home in quiet street, large lounge, family room, well appointed kitchen, double garage, landscaped grounds, low maintenance. Vendor moving north, must sell, inspect now. bbox=[519, 551, 612, 606]
listing-text: ST ALBANS attractive home close to shops schools bus, three bedrooms lounge dining kitchen, garage, sunny section, offers invited. Phone after 5 p.m. MREINZ. Modern brick home in quiet street, large lounge, family room, well appointed kitchen, double garage, landscaped grounds, low maintenance. Vendor moving north, must sell, inspect now. bbox=[519, 892, 612, 947]
listing-text: ST ALBANS attractive home close to shops schools bus, three bedrooms lounge dining kitchen, garage, sunny section, offers invited. Phone after 5 p.m. MREINZ. Modern brick home in quiet street, large lounge, family room, well appointed kitchen, double garage, landscaped grounds, low maintenance. Vendor moving north, must sell, inspect now. bbox=[893, 672, 992, 721]
listing-text: ST ALBANS attractive home close to shops schools bus, three bedrooms lounge dining kitchen, garage, sunny section, offers invited. Phone after 5 p.m. MREINZ. Modern brick home in quiet street, large lounge, family room, well appointed kitchen, double garage, landscaped grounds, low maintenance. Vendor moving north, must sell, inspect now. bbox=[519, 1119, 612, 1174]
listing-text: ST ALBANS attractive home close to shops schools bus, three bedrooms lounge dining kitchen, garage, sunny section, offers invited. Phone after 5 p.m. MREINZ. Modern brick home in quiet street, large lounge, family room, well appointed kitchen, double garage, landscaped grounds, low maintenance. Vendor moving north, must sell, inspect now. bbox=[316, 804, 413, 853]
pacific-logo bbox=[893, 355, 992, 387]
fairlie-phone: Ph. Fairlie 419 Evenings bbox=[1007, 209, 1107, 218]
pauanui-label: Pauanui bbox=[331, 214, 360, 223]
contact-label: Contact bbox=[624, 78, 793, 87]
listing-text: ST ALBANS attractive home close to shops schools bus, three bedrooms lounge dining kitchen, garage, sunny section, offers invited. Phone after 5 p.m. MREINZ. Modern brick home in quiet street, large lounge, family room, well appointed kitchen, double garage, landscaped grounds, low maintenance. Vendor moving north, must sell, inspect now. bbox=[108, 351, 210, 400]
quintessence-banner: THESE ARE JUST 2 OF THE HOMES AVAILABLE FROM A CHOICE OF 18 bbox=[321, 80, 507, 106]
listing-text: ST ALBANS attractive home close to shops schools bus, three bedrooms lounge dining kitchen, garage, sunny section, offers invited. Phone after 5 p.m. MREINZ. Modern brick home in quiet street, large lounge, family room, well appointed kitchen, double garage, landscaped grounds, low maintenance. Vendor moving north, must sell, inspect now. bbox=[316, 499, 413, 548]
new-homes: NEW HOMES NEW LOANS bbox=[1007, 352, 1107, 388]
price: $22,500 bbox=[1007, 388, 1107, 406]
listing-text: ST ALBANS attractive home close to shops schools bus, three bedrooms lounge dining kitchen, garage, sunny section, offers invited. Phone after 5 p.m. MREINZ. Modern brick home in quiet street, large lounge, family room, well appointed kitchen, double garage, landscaped grounds, low maintenance. Vendor moving north, must sell, inspect now. bbox=[519, 949, 612, 1004]
listing-text: ST ALBANS attractive home close to shops schools bus, three bedrooms lounge dining kitchen, garage, sunny section, offers invited. Phone after 5 p.m. MREINZ. Modern brick home in quiet street, large lounge, family room, well appointed kitchen, double garage, landscaped grounds, low maintenance. Vendor moving north, must sell, inspect now. bbox=[519, 323, 612, 378]
quintessence-address: (750 Halswell Junction Road) bbox=[321, 68, 507, 77]
whangaroa-photo bbox=[321, 117, 431, 187]
house-photo bbox=[21, 187, 191, 292]
listing-text: ST ALBANS attractive home close to shops schools bus, three bedrooms lounge dining kitchen, garage, sunny section, offers invited. Phone after 5 p.m. MREINZ. Modern brick home in quiet street, large lounge, family room, well appointed kitchen, double garage, landscaped grounds, low maintenance. Vendor moving north, must sell, inspect now. bbox=[710, 295, 798, 350]
factory-built-title: FACTORY-BUILT HALLMARK HOMES ON DISPLAY AT WALDHURST bbox=[893, 43, 992, 118]
clark-address: 175 Salisbury Street. PHONE 67-837 any time or 325-427 A.H. bbox=[7, 933, 205, 940]
listing-text: ST ALBANS attractive home close to shops schools bus, three bedrooms lounge dining kitchen, garage, sunny section, offers invited. Phone after 5 p.m. MREINZ. Modern brick home in quiet street, large lounge, family room, well appointed kitchen, double garage, landscaped grounds, low maintenance. Vendor moving north, must sell, inspect now. bbox=[216, 380, 309, 435]
tod-real-estate: TOD REAL ESTATE, MREINZ, bbox=[1007, 648, 1107, 666]
listing-text: ST ALBANS attractive home close to shops schools bus, three bedrooms lounge dining kitchen, garage, sunny section, offers invited. Phone after 5 p.m. MREINZ. Modern brick home in quiet street, large lounge, family room, well appointed kitchen, double garage, landscaped grounds, low maintenance. Vendor moving north, must sell, inspect now. bbox=[619, 408, 707, 463]
listing-text: ST ALBANS attractive home close to shops schools bus, three bedrooms lounge dining kitchen, garage, sunny section, offers invited. Phone after 5 p.m. MREINZ. Modern brick home in quiet street, large lounge, family room, well appointed kitchen, double garage, landscaped grounds, low maintenance. Vendor moving north, must sell, inspect now. bbox=[416, 499, 513, 548]
terrific-selection: WE HAVE A TERRIFIC SELECTION OF HOMES IN ALL PRICES bbox=[1007, 304, 1107, 331]
listing-text: ST ALBANS attractive home close to shops schools bus, three bedrooms lounge dining kitchen, garage, sunny section, offers invited. Phone after 5 p.m. MREINZ. Modern brick home in quiet street, large lounge, family room, well appointed kitchen, double garage, landscaped grounds, low maintenance. Vendor moving north, must sell, inspect now. bbox=[710, 408, 798, 463]
column-8 bbox=[1000, 18, 1114, 1493]
listing-text: ST ALBANS attractive home close to shops schools bus, three bedrooms lounge dining kitchen, garage, sunny section, offers invited. Phone after 5 p.m. MREINZ. Modern brick home in quiet street, large lounge, family room, well appointed kitchen, double garage, landscaped grounds, low maintenance. Vendor moving north, must sell, inspect now. bbox=[710, 693, 798, 748]
investment-title: INVESTMENT OPPORTUNITIES bbox=[893, 281, 992, 305]
quintessence-logo: Quintessence Homes bbox=[325, 44, 504, 68]
listing-text: ST ALBANS attractive home close to shops schools bus, three bedrooms lounge dining kitchen, garage, sunny section, offers invited. Phone after 5 p.m. MREINZ. Modern brick home in quiet street, large lounge, family room, well appointed kitchen, double garage, landscaped grounds, low maintenance. Vendor moving north, must sell, inspect now. bbox=[519, 1062, 612, 1117]
listing-text: ST ALBANS attractive home close to shops schools bus, three bedrooms lounge dining kitchen, garage, sunny section, offers invited. Phone after 5 p.m. MREINZ. Modern brick home in quiet street, large lounge, family room, well appointed kitchen, double garage, landscaped grounds, low maintenance. Vendor moving north, must sell, inspect now. bbox=[416, 347, 513, 396]
listing-text: ST ALBANS attractive home close to shops schools bus, three bedrooms lounge dining kitchen, garage, sunny section, offers invited. Phone after 5 p.m. MREINZ. Modern brick home in quiet street, large lounge, family room, well appointed kitchen, double garage, landscaped grounds, low maintenance. Vendor moving north, must sell, inspect now. bbox=[619, 295, 707, 350]
listing-text: ST ALBANS attractive home close to shops schools bus, three bedrooms lounge dining kitchen, garage, sunny section, offers invited. Phone after 5 p.m. MREINZ. Modern brick home in quiet street, large lounge, family room, well appointed kitchen, double garage, landscaped grounds, low maintenance. Vendor moving north, must sell, inspect now. bbox=[108, 402, 210, 451]
listing-text: ST ALBANS attractive home close to shops schools bus, three bedrooms lounge dining kitchen, garage, sunny section, offers invited. Phone after 5 p.m. MREINZ. Modern brick home in quiet street, large lounge, family room, well appointed kitchen, double garage, landscaped grounds, low maintenance. Vendor moving north, must sell, inspect now. bbox=[216, 664, 309, 719]
suburbs-list: KAIAPOI HORNBY RANGIORA SOCKBURN TEMPLETON bbox=[1007, 433, 1107, 481]
listing-text: ST ALBANS attractive home close to shops schools bus, three bedrooms lounge dining kitchen, garage, sunny section, offers invited. Phone after 5 p.m. MREINZ. Modern brick home in quiet street, large lounge, family room, well appointed kitchen, double garage, landscaped grounds, low maintenance. Vendor moving north, must sell, inspect now. bbox=[108, 453, 210, 502]
guidance-phone: Phone 65-434 for an appointment bbox=[624, 118, 793, 130]
listing-text: ST ALBANS attractive home close to shops schools bus, three bedrooms lounge dining kitchen, garage, sunny section, offers invited. Phone after 5 p.m. MREINZ. Modern brick home in quiet street, large lounge, family room, well appointed kitchen, double garage, landscaped grounds, low maintenance. Vendor moving north, must sell, inspect now. bbox=[619, 522, 707, 577]
column-heading: Properties for Sale bbox=[519, 18, 612, 36]
enterprise-logo-icon bbox=[1039, 498, 1075, 524]
listing-text: ST ALBANS attractive home close to shops schools bus, three bedrooms lounge dining kitchen, garage, sunny section, offers invited. Phone after 5 p.m. MREINZ. Modern brick home in quiet street, large lounge, family room, well appointed kitchen, double garage, landscaped grounds, low maintenance. Vendor moving north, must sell, inspect now. bbox=[710, 181, 798, 236]
